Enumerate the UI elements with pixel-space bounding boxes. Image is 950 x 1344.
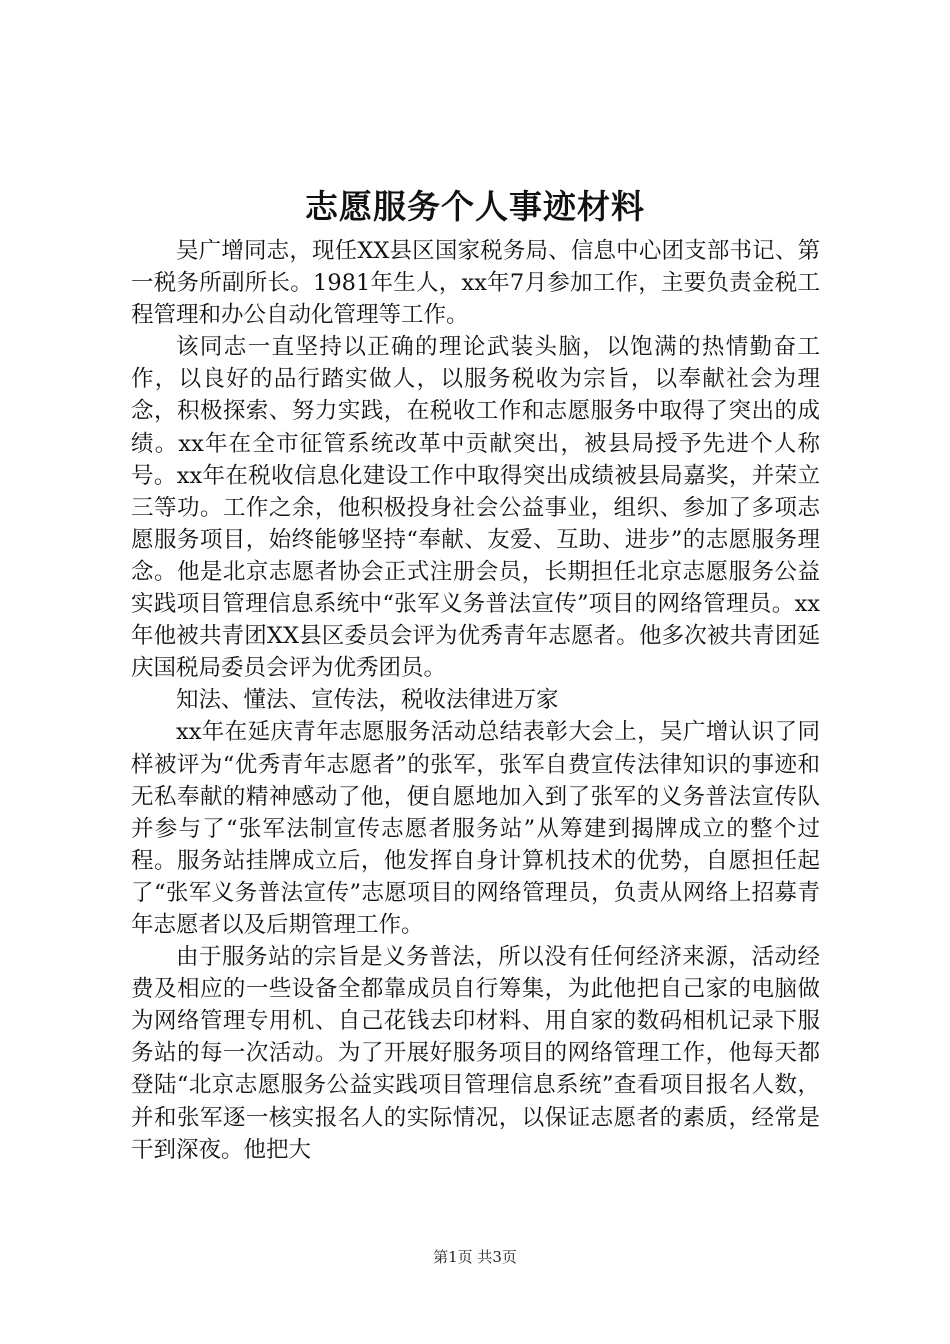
paragraph-achievements: 该同志一直坚持以正确的理论武装头脑，以饱满的热情勤奋工作，以良好的品行踏实做人，以服务税收为宗旨，以奉献社会为理念，积极探索、努力实践，在税收工作和志愿服务中取得了突出的成绩。xx年在全市征管系统改革中贡献突出，被县局授予先进个人称号。xx年在税收信息化建设工作中取得突出成绩被县局嘉奖，并荣立三等功。工作之余，他积极投身社会公益事业，组织、参加了多项志愿服务项目，始终能够坚持“奉献、友爱、互助、进步”的志愿服务理念。他是北京志愿者协会正式注册会员，长期担任北京志愿服务公益实践项目管理信息系统中“张军义务普法宣传”项目的网络管理员。xx年他被共青团XX县区委员会评为优秀青年志愿者。他多次被共青团延庆国税局委员会评为优秀团员。 [131,334,820,682]
page-number-footer: 第1页 共3页 [433,1248,517,1266]
document-title: 志愿服务个人事迹材料 [305,187,645,226]
section-heading: 知法、懂法、宣传法，税收法律进万家 [176,687,559,714]
paragraph-service-station: 由于服务站的宗旨是义务普法，所以没有任何经济来源，活动经费及相应的一些设备全都靠成员自行筹集，为此他把自己家的电脑做为网络管理专用机、自己花钱去印材料、用自家的数码相机记录下服务站的每一次活动。为了开展好服务项目的网络管理工作，他每天都登陆“北京志愿服务公益实践项目管理信息系统”查看项目报名人数，并和张军逐一核实报名人的实际情况，以保证志愿者的素质，经常是干到深夜。他把大 [131,944,820,1163]
paragraph-volunteer-join: xx年在延庆青年志愿服务活动总结表彰大会上，吴广增认识了同样被评为“优秀青年志愿者”的张军，张军自费宣传法律知识的事迹和无私奉献的精神感动了他，便自愿地加入到了张军的义务普法宣传队并参与了“张军法制宣传志愿者服务站”从筹建到揭牌成立的整个过程。服务站挂牌成立后，他发挥自身计算机技术的优势，自愿担任起了“张军义务普法宣传”志愿项目的网络管理员，负责从网络上招募青年志愿者以及后期管理工作。 [131,719,820,938]
document-body [131,235,820,1166]
paragraph-intro: 吴广增同志，现任XX县区国家税务局、信息中心团支部书记、第一税务所副所长。1981年生人，xx年7月参加工作，主要负责金税工程管理和办公自动化管理等工作。 [131,238,820,329]
